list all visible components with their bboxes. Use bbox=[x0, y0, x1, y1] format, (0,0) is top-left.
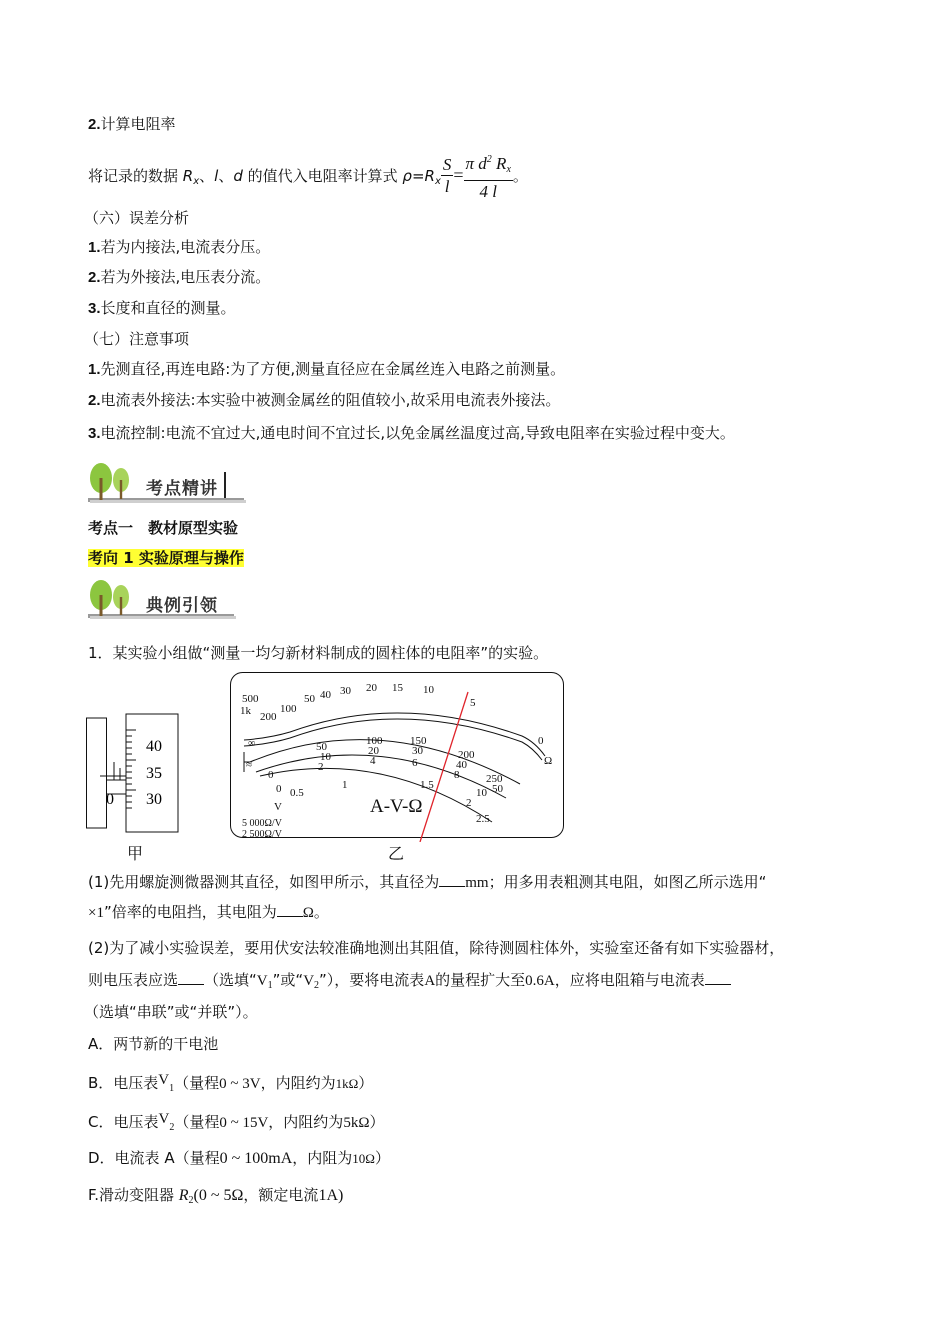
dial-label: 15 bbox=[392, 682, 403, 694]
item-text: 先测直径,再连电路:为了方便,测量直径应在金属丝连入电路之前测量。 bbox=[100, 360, 566, 378]
question-intro: 1．某实验小组做“测量一均匀新材料制成的圆柱体的电阻率”的实验。 bbox=[88, 644, 549, 662]
dial-approx-symbol: ≈ bbox=[246, 759, 253, 771]
text: ；用多用表粗测其电阻，如图乙所示选用“ bbox=[488, 873, 767, 891]
text: 则电压表应选 bbox=[88, 971, 179, 989]
frac2-sup: 2 bbox=[486, 154, 492, 165]
part2-line1: (2)为了减小实验误差，要用伏安法较准确地测出其阻值，除待测圆柱体外，实验室还备有如下实验器材， bbox=[88, 939, 785, 957]
banner-title: 典例引领 bbox=[146, 596, 218, 616]
item-number: 1. bbox=[88, 361, 101, 378]
text: ，内阻为 bbox=[292, 1149, 353, 1167]
dial-label: 5 bbox=[470, 697, 476, 709]
dial-label: 40 bbox=[320, 689, 331, 701]
fraction-pi-d2-rx bbox=[464, 150, 513, 203]
resistance-value: 1kΩ bbox=[335, 1076, 359, 1091]
dial-inner2-label: 0.5 bbox=[290, 787, 304, 799]
part2-line3: （选填“串联”或“并联”）。 bbox=[84, 1003, 258, 1021]
var-d: d bbox=[233, 167, 243, 185]
error-analysis-heading: （六）误差分析 bbox=[84, 209, 190, 227]
note-item-1 bbox=[88, 359, 565, 380]
banner-title: 考点精讲 bbox=[146, 479, 218, 499]
unit-mm: mm bbox=[465, 875, 489, 891]
current-value: 1A) bbox=[318, 1187, 344, 1204]
item-text: 电流表外接法:本实验中被测金属丝的阻值较小,故采用电流表外接法。 bbox=[100, 391, 561, 409]
equals: = bbox=[453, 165, 464, 185]
micrometer-tick-label: 35 bbox=[146, 765, 162, 782]
text: ”或“ bbox=[272, 971, 304, 989]
dial-inner2-label: 1.5 bbox=[420, 779, 434, 791]
answer-blank-connection[interactable] bbox=[705, 970, 731, 985]
symbol-r: R bbox=[178, 1187, 189, 1204]
banner-dianli-yinling bbox=[88, 578, 238, 622]
symbol-a: A bbox=[424, 973, 436, 989]
answer-blank-diameter[interactable] bbox=[439, 872, 465, 887]
text: （量程 bbox=[174, 1113, 220, 1131]
symbol-v2: V bbox=[303, 973, 315, 989]
frac-den: l bbox=[444, 177, 450, 196]
option-d bbox=[88, 1148, 390, 1169]
figure-yi-label: 乙 bbox=[388, 846, 405, 863]
rho-eq: ρ=R bbox=[402, 167, 435, 185]
dial-mid-label: 200 bbox=[458, 749, 475, 761]
var-l: l bbox=[214, 167, 219, 185]
answer-blank-voltmeter[interactable] bbox=[178, 970, 204, 985]
dial-label: 10 bbox=[423, 684, 434, 696]
note-item-2 bbox=[88, 390, 560, 411]
text: ） bbox=[369, 1113, 385, 1131]
symbol-sub: 2 bbox=[169, 1122, 175, 1133]
error-item-3 bbox=[88, 298, 236, 319]
dial-inner2-label: 0 bbox=[276, 783, 282, 795]
dial-inner-label: 10 bbox=[476, 787, 487, 799]
error-item-2 bbox=[88, 267, 270, 288]
kaodian-heading: 考点一 教材原型实验 bbox=[88, 519, 239, 537]
dial-inner2-label: 2 bbox=[466, 797, 472, 809]
formula-prefix: 将记录的数据 bbox=[88, 167, 183, 185]
item-text: 长度和直径的测量。 bbox=[100, 299, 236, 317]
option-a: A．两节新的干电池 bbox=[88, 1035, 219, 1053]
text: (1)先用螺旋测微器测其直径，如图甲所示，其直径为 bbox=[88, 873, 440, 891]
range-value: 0 ~ 15V bbox=[219, 1115, 269, 1131]
text: ，内阻约为 bbox=[260, 1074, 336, 1092]
option-b bbox=[88, 1070, 373, 1099]
range-value: 0 ~ 100mA bbox=[219, 1150, 293, 1167]
text: D．电流表 A（量程 bbox=[88, 1149, 220, 1167]
item-number: 2. bbox=[88, 392, 101, 409]
dial-ohm-symbol: Ω bbox=[544, 755, 553, 767]
range-value: 0.6A bbox=[525, 973, 555, 989]
dial-mid-label: 250 bbox=[486, 773, 503, 785]
part1-line2 bbox=[88, 902, 329, 923]
text: （选填“ bbox=[204, 971, 257, 989]
dial-label: 200 bbox=[260, 711, 277, 723]
highlighted-kaoxiang: 考向 1 实验原理与操作 bbox=[88, 549, 244, 567]
note-item-3 bbox=[88, 423, 735, 444]
text: ） bbox=[358, 1074, 374, 1092]
section-heading-calc bbox=[88, 114, 176, 135]
text: ，应将电阻箱与电流表 bbox=[554, 971, 705, 989]
text: C．电压表 bbox=[88, 1113, 159, 1131]
text: ”倍率的电阻挡，其电阻为 bbox=[103, 903, 277, 921]
multimeter-dial-figure bbox=[230, 672, 566, 842]
dial-mid2-label: 30 bbox=[412, 745, 423, 757]
text: ） bbox=[374, 1149, 390, 1167]
dial-mid2-label: 40 bbox=[456, 759, 467, 771]
dial-label: ∞ bbox=[248, 738, 256, 749]
micrometer-tick-label: 30 bbox=[146, 791, 162, 808]
formula-mid: 的值代入电阻率计算式 bbox=[242, 167, 403, 185]
heading-text: 计算电阻率 bbox=[100, 115, 176, 133]
dial-inner-label: 2 bbox=[318, 761, 324, 773]
resistivity-formula-line bbox=[88, 150, 528, 201]
frac2-sub: x bbox=[506, 164, 511, 175]
range-value: 0 ~ 3V bbox=[219, 1076, 261, 1092]
item-number: 1. bbox=[88, 239, 101, 256]
symbol-sub: 2 bbox=[314, 980, 320, 991]
micrometer-tick-label: 40 bbox=[146, 738, 162, 755]
item-number: 3. bbox=[88, 425, 101, 442]
dial-label: 50 bbox=[304, 693, 315, 705]
multiplier: ×1 bbox=[88, 905, 104, 921]
dial-label: 100 bbox=[280, 703, 297, 715]
text: ”），要将电流表 bbox=[319, 971, 425, 989]
symbol-sub: 1 bbox=[169, 1083, 175, 1094]
text: ，额定电流 bbox=[243, 1186, 319, 1204]
dial-mid2-label: 20 bbox=[368, 745, 379, 757]
rho-sub: x bbox=[434, 176, 441, 187]
dial-mid2-label: 50 bbox=[492, 783, 503, 795]
dial-inner2-label: 1 bbox=[342, 779, 348, 791]
sep: 、 bbox=[218, 167, 234, 185]
dial-label: 0 bbox=[538, 735, 544, 747]
answer-blank-resistance[interactable] bbox=[277, 902, 303, 917]
text: B．电压表 bbox=[88, 1074, 159, 1092]
dial-label: 30 bbox=[340, 685, 351, 697]
heading-number: 2. bbox=[88, 116, 101, 133]
sep: 、 bbox=[199, 167, 215, 185]
option-f bbox=[88, 1185, 343, 1211]
symbol-sub: 2 bbox=[188, 1195, 194, 1206]
dial-inner-label: 6 bbox=[412, 757, 418, 769]
var-r: R bbox=[182, 167, 194, 185]
text: 。 bbox=[313, 903, 329, 921]
item-number: 3. bbox=[88, 300, 101, 317]
dial-spec-1: 5 000Ω/V bbox=[242, 818, 282, 829]
part1-line1 bbox=[88, 872, 766, 893]
symbol-v: V bbox=[158, 1072, 170, 1088]
dial-inner-label: 8 bbox=[454, 769, 460, 781]
dial-spec-2: 2 500Ω/V bbox=[242, 829, 282, 840]
resistance-value: 5kΩ bbox=[343, 1115, 370, 1131]
fraction-s-over-l bbox=[441, 155, 454, 198]
dial-label: 20 bbox=[366, 682, 377, 694]
dial-label: 500 bbox=[242, 693, 259, 705]
dial-name: A-V-Ω bbox=[370, 796, 423, 817]
item-number: 2. bbox=[88, 269, 101, 286]
dial-mid2-label: 10 bbox=[320, 751, 331, 763]
var-r-sub: x bbox=[193, 176, 200, 187]
notes-heading: （七）注意事项 bbox=[84, 330, 190, 348]
formula-end: 。 bbox=[512, 167, 528, 185]
item-text: 若为内接法,电流表分压。 bbox=[100, 238, 271, 256]
item-text: 若为外接法,电压表分流。 bbox=[100, 268, 271, 286]
item-text: 电流控制:电流不宜过大,通电时间不宜过长,以免金属丝温度过高,导致电阻率在实验过程中变大。 bbox=[100, 424, 735, 442]
dial-mid-label: 50 bbox=[316, 741, 327, 753]
part2-line2 bbox=[88, 970, 731, 996]
error-item-1 bbox=[88, 237, 270, 258]
unit-ohm: Ω bbox=[302, 905, 314, 921]
dial-v-label: V bbox=[274, 801, 282, 813]
text: ，内阻约为 bbox=[268, 1113, 344, 1131]
dial-inner-label: 4 bbox=[370, 755, 376, 767]
dial-mid-label: 150 bbox=[410, 735, 427, 747]
micrometer-figure bbox=[86, 700, 196, 840]
text: 的量程扩大至 bbox=[435, 971, 526, 989]
dial-label: 1k bbox=[240, 705, 251, 717]
text: F.滑动变阻器 bbox=[88, 1186, 179, 1204]
range-value: (0 ~ 5Ω bbox=[193, 1187, 244, 1204]
dial-inner2-label: 2.5 bbox=[476, 813, 490, 825]
dial-inner-label: 0 bbox=[268, 769, 274, 781]
symbol-v1: V bbox=[256, 973, 268, 989]
frac2-num: π d bbox=[465, 154, 487, 173]
micrometer-main-zero: 0 bbox=[106, 791, 114, 808]
text: （量程 bbox=[174, 1074, 220, 1092]
kaoxiang-heading bbox=[88, 548, 244, 568]
banner-kaodian-jingjiang bbox=[88, 460, 248, 506]
resistance-value: 10Ω bbox=[352, 1151, 375, 1166]
frac2-den: 4 l bbox=[479, 182, 497, 201]
dial-mid-label: 100 bbox=[366, 735, 383, 747]
option-c bbox=[88, 1109, 384, 1138]
symbol-v: V bbox=[158, 1111, 170, 1127]
frac2-num2: R bbox=[491, 154, 507, 173]
figure-jia-label: 甲 bbox=[127, 846, 144, 863]
symbol-sub: 1 bbox=[267, 980, 273, 991]
frac-num: S bbox=[442, 155, 452, 174]
